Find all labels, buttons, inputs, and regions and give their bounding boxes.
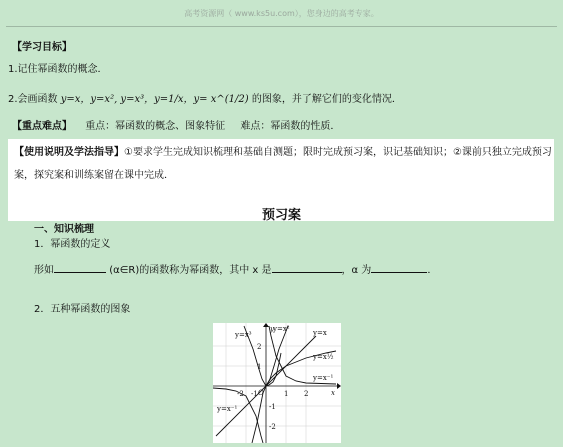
blank-3 (371, 262, 427, 273)
goal-1: 1.记住幂函数的概念． (8, 64, 108, 75)
key-point-text: 重点：幂函数的概念、图象特征 (85, 121, 226, 132)
graph-svg (213, 323, 341, 443)
key-points-label: 【重点难点】 (12, 121, 72, 132)
goal-2-suffix: 的图象，并了解它们的变化情况． (251, 94, 402, 105)
usage-text: ①要求学生完成知识梳理和基础自测题；限时完成预习案，识记基础知识；②课前只独立完成预习案，探究案和训练案留在课中完成． (14, 147, 552, 181)
ytick-neg1: -1 (269, 403, 276, 411)
blank-1 (54, 262, 106, 273)
label-x2: y=x² (273, 325, 290, 333)
xtick-1: 1 (284, 390, 289, 398)
usage-label: 【使用说明及学法指导】 (14, 147, 124, 158)
blank-2 (272, 262, 342, 273)
label-x: y=x (313, 329, 327, 337)
goal-2-prefix: 2.会画函数 (8, 94, 58, 105)
header-text: 高考资源网（ www.ks5u.com），您身边的高考专家。 (184, 9, 379, 18)
knowledge-heading: 一、知识梳理 (34, 224, 94, 235)
def-part-d: ． (427, 265, 438, 276)
y-axis-label: y (270, 325, 274, 333)
label-xinv1: y=x⁻¹ (313, 374, 334, 382)
label-xhalf: y=x½ (313, 353, 334, 361)
preview-title: 预习案 (261, 208, 301, 223)
xtick-2: 2 (304, 390, 309, 398)
x-axis-label: x (331, 389, 335, 397)
header-rule (6, 26, 557, 27)
xtick-neg2: -2 (237, 390, 244, 398)
goal-2 (8, 93, 402, 107)
def-part-c: ，α 为 (341, 265, 372, 276)
def-part-b: (α∈R)的函数称为幂函数，其中 x 是 (109, 265, 272, 276)
def-part-a: 形如 (34, 265, 54, 276)
label-xinv2: y=x⁻¹ (217, 405, 238, 413)
page-header (0, 0, 563, 28)
item-2: 2．五种幂函数的图象 (34, 304, 131, 315)
ytick-1: 1 (257, 363, 262, 371)
power-functions-graph (213, 323, 341, 443)
origin-label: O (258, 389, 264, 397)
key-points-line (12, 120, 340, 134)
usage-paragraph (14, 141, 554, 187)
item-1: 1．幂函数的定义 (34, 239, 111, 250)
goal-2-functions: y=x，y=x², y=x³，y=1/x，y= x^(1/2) (60, 94, 249, 105)
xtick-neg1: -1 (251, 390, 258, 398)
ytick-neg2: -2 (269, 423, 276, 431)
ytick-2: 2 (257, 343, 262, 351)
learning-goals-heading: 【学习目标】 (12, 42, 72, 53)
label-x3: y=x³ (235, 331, 252, 339)
definition-line (34, 262, 437, 278)
difficulty-text: 难点：幂函数的性质． (240, 121, 341, 132)
